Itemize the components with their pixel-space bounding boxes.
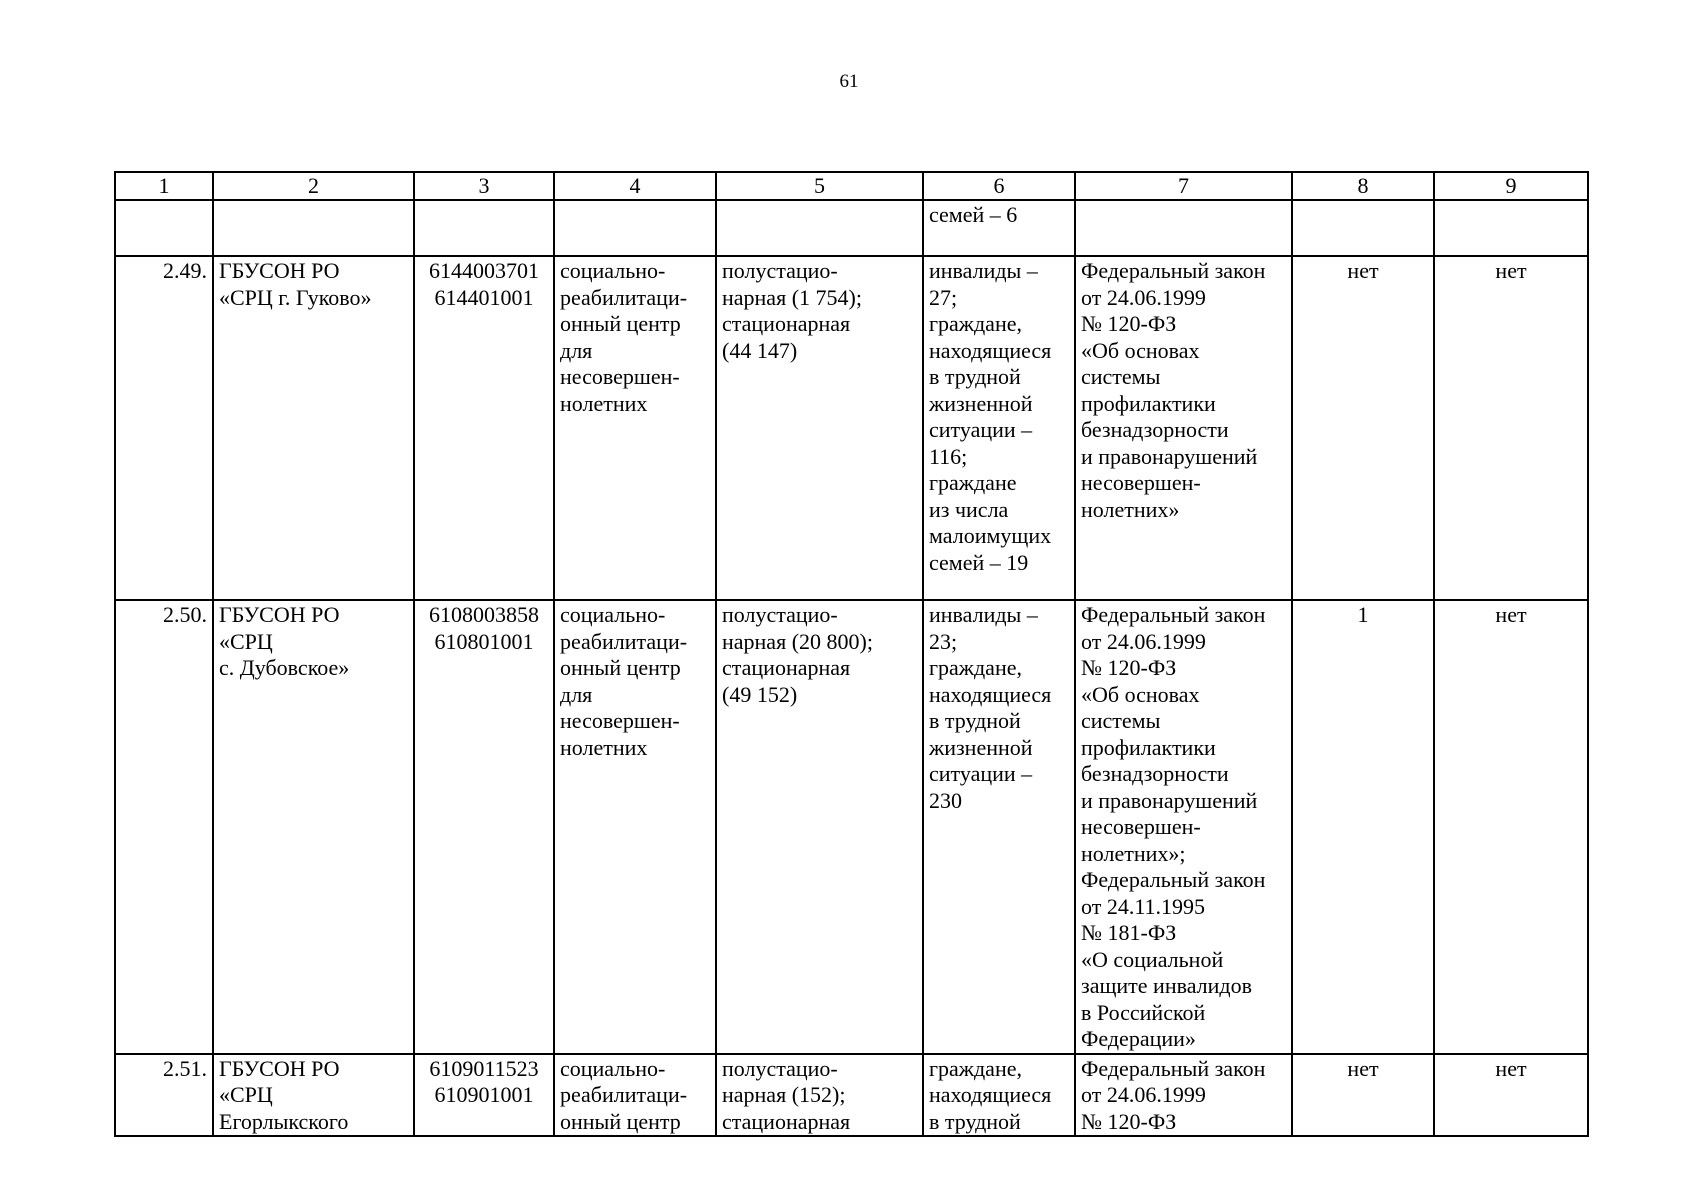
table-row-continuation: [115, 200, 1588, 256]
legal-basis-cell: Федеральный закон от 24.06.1999 № 120-ФЗ: [1075, 1054, 1292, 1137]
table-cell: [115, 200, 213, 256]
inn-kpp-cell: 6109011523 610901001: [414, 1054, 554, 1137]
table-cell: [414, 200, 554, 256]
services-table: [114, 171, 1589, 1137]
column-number: 2: [213, 172, 414, 200]
column-number: 6: [923, 172, 1075, 200]
inn-kpp-cell: 6108003858 610801001: [414, 600, 554, 1054]
column-number: 1: [115, 172, 213, 200]
column-number: 4: [554, 172, 716, 200]
column-number: 5: [716, 172, 923, 200]
column-number: 7: [1075, 172, 1292, 200]
column-9-cell: нет: [1434, 1054, 1588, 1137]
inn-kpp-cell: 6144003701 614401001: [414, 256, 554, 600]
recipient-categories-cell: инвалиды – 23; граждане, находящиеся в трудной жизненной ситуации – 230: [923, 600, 1075, 1054]
service-form-cell: полустацио- нарная (152); стационарная: [716, 1054, 923, 1137]
column-8-cell: 1: [1292, 600, 1434, 1054]
recipient-categories-cell: инвалиды – 27; граждане, находящиеся в трудной жизненной ситуации – 116; граждане из числа малоимущих семей – 19: [923, 256, 1075, 600]
table-row: [115, 256, 1588, 600]
row-number-cell: 2.49.: [115, 256, 213, 600]
row-number-cell: 2.51.: [115, 1054, 213, 1137]
organization-type-cell: социально- реабилитаци- онный центр: [554, 1054, 716, 1137]
column-8-cell: нет: [1292, 1054, 1434, 1137]
organization-name-cell: ГБУСОН РО «СРЦ с. Дубовское»: [213, 600, 414, 1054]
service-form-cell: полустацио- нарная (20 800); стационарная (49 152): [716, 600, 923, 1054]
table-cell: [1434, 200, 1588, 256]
organization-name-cell: ГБУСОН РО «СРЦ Егорлыкского: [213, 1054, 414, 1137]
recipient-categories-cell: граждане, находящиеся в трудной: [923, 1054, 1075, 1137]
column-number: 8: [1292, 172, 1434, 200]
service-form-cell: полустацио- нарная (1 754); стационарная (44 147): [716, 256, 923, 600]
column-number: 3: [414, 172, 554, 200]
organization-name-cell: ГБУСОН РО «СРЦ г. Гуково»: [213, 256, 414, 600]
table-cell: [213, 200, 414, 256]
table-row: [115, 600, 1588, 1054]
legal-basis-cell: Федеральный закон от 24.06.1999 № 120-ФЗ «Об основах системы профилактики безнадзорности и правонарушений несовершен- нолетних»: [1075, 256, 1292, 600]
organization-type-cell: социально- реабилитаци- онный центр для несовершен- нолетних: [554, 256, 716, 600]
table-cell: [1292, 200, 1434, 256]
column-number-row: [115, 172, 1588, 200]
legal-basis-cell: Федеральный закон от 24.06.1999 № 120-ФЗ «Об основах системы профилактики безнадзорности и правонарушений несовершен- нолетних»; Федеральный закон от 24.11.1995 № 181-ФЗ «О социальной защите инвалидов в Российской Федерации»: [1075, 600, 1292, 1054]
column-9-cell: нет: [1434, 256, 1588, 600]
table-row: [115, 1054, 1588, 1137]
recipient-categories-cell: семей – 6: [923, 200, 1075, 256]
organization-type-cell: социально- реабилитаци- онный центр для несовершен- нолетних: [554, 600, 716, 1054]
column-9-cell: нет: [1434, 600, 1588, 1054]
row-number-cell: 2.50.: [115, 600, 213, 1054]
table-cell: [1075, 200, 1292, 256]
table-cell: [554, 200, 716, 256]
page-number: 61: [839, 71, 859, 92]
column-number: 9: [1434, 172, 1588, 200]
table-cell: [716, 200, 923, 256]
column-8-cell: нет: [1292, 256, 1434, 600]
